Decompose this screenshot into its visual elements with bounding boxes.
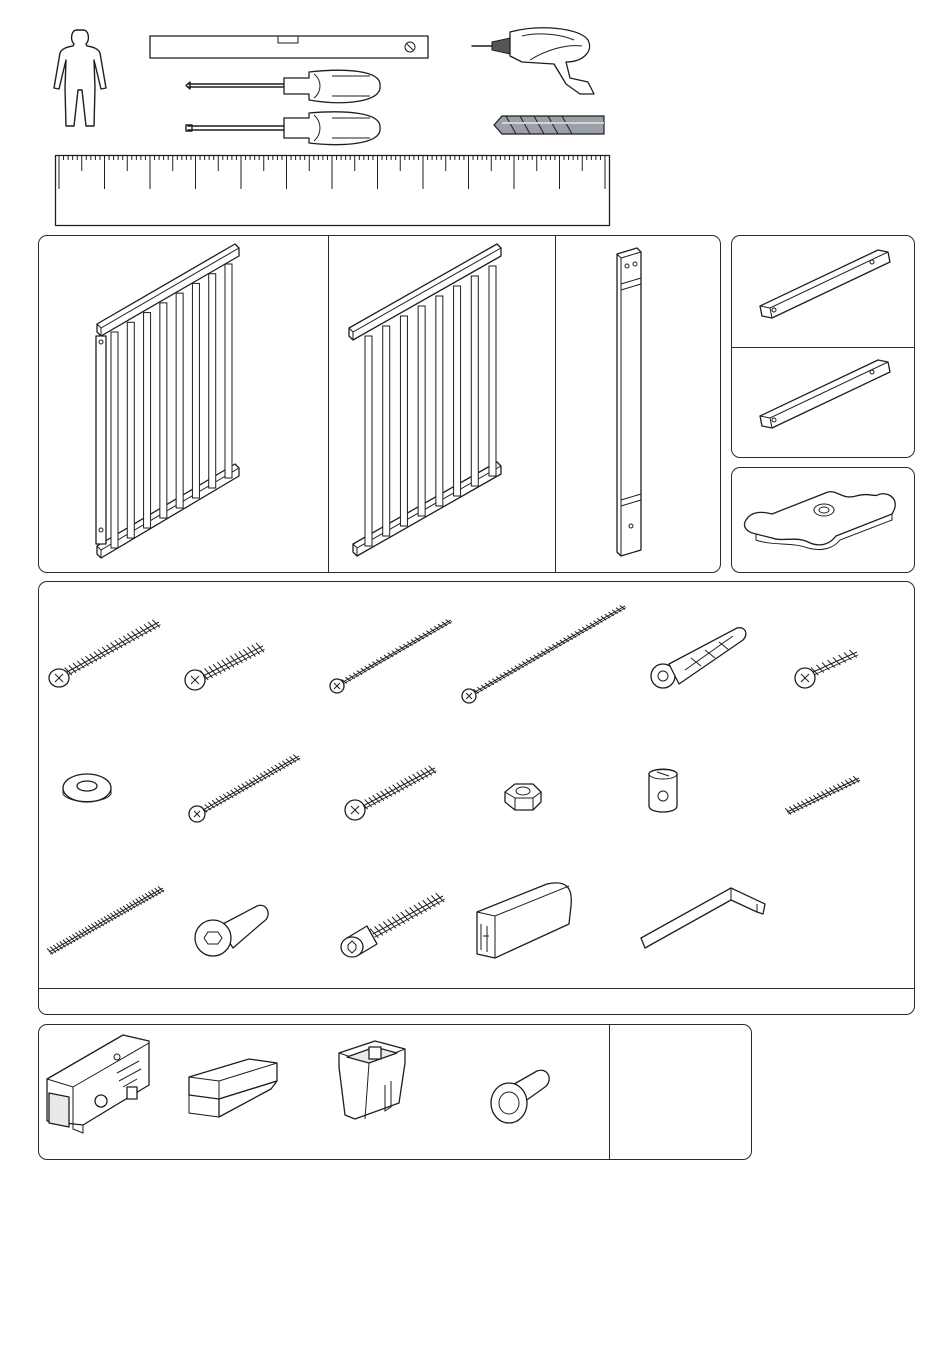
connector-rod-a [754,244,894,324]
short-screw [791,642,861,692]
threaded-stud [783,772,863,822]
angle-cap [185,1055,281,1125]
hardware-panel [38,581,915,1015]
large-parts-panel [38,235,721,573]
socket-cap-bolt [337,888,447,962]
panel-divider [732,347,914,348]
clamp-fitting [43,1029,153,1137]
mounting-bracket [742,486,906,556]
panel-divider [328,236,329,572]
hex-nut [501,780,545,816]
spacer-pin [487,1067,557,1129]
panel-divider [39,988,914,989]
threaded-rod [45,882,167,958]
wood-screw [183,752,303,828]
extra-long-bolt [459,602,629,704]
long-screw [45,612,165,692]
wall-plug [645,622,755,692]
fittings-panel [38,1024,752,1160]
allen-key [635,884,771,956]
person-icon [50,28,110,128]
plastic-cap [473,880,579,964]
washer [59,768,119,808]
socket-block [335,1033,411,1133]
flat-head-screw [179,638,269,698]
end-panel [343,242,513,566]
connector-rods-panel [731,235,915,458]
barrel-nut [643,766,683,816]
panel-divider [555,236,556,572]
panel-divider [609,1025,610,1159]
drill-bit-icon [492,114,608,136]
phillips-screwdriver-icon [184,68,384,108]
ruler-icon [55,155,611,227]
power-drill-icon [470,22,600,102]
connector-sleeve [189,892,275,962]
pan-head-bolt [339,760,439,828]
side-rail-panel [89,242,249,566]
long-bolt [325,616,455,700]
spirit-level-icon [150,36,430,62]
connector-rod-b [754,354,894,434]
bed-post [611,244,651,564]
flat-screwdriver-icon [184,110,384,150]
mounting-bracket-panel [731,467,915,573]
